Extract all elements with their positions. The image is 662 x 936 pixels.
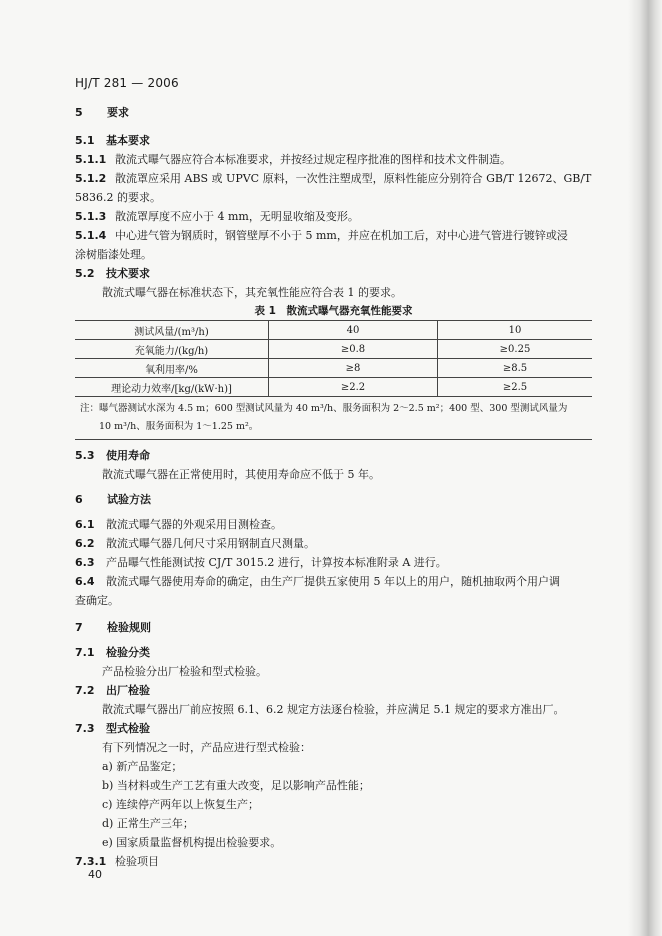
list-item: d) 正常生产三年； [102, 817, 194, 830]
table-cell: 10 [438, 321, 593, 340]
table-row [75, 340, 592, 359]
section-6-heading: 6 试验方法 [75, 493, 151, 506]
table-row [75, 359, 592, 378]
table-cell: 40 [269, 321, 438, 340]
document-body [75, 103, 592, 871]
clause-6-4: 6.4 散流式曝气器使用寿命的确定，由生产厂提供五家使用 5 年以上的用户，随机抽取两个用户调 [75, 575, 560, 588]
list-item: e) 国家质量监督机构提出检验要求。 [102, 836, 282, 849]
clause-6-3: 6.3 产品曝气性能测试按 CJ/T 3015.2 进行，计算按本标准附录 A 进行。 [75, 556, 447, 569]
table-cell: 测试风量/(m³/h) [75, 321, 269, 340]
table-cell: 理论动力效率/[kg/(kW·h)] [75, 378, 269, 397]
clause-5-2-body: 散流式曝气器在标准状态下，其充氧性能应符合表 1 的要求。 [102, 286, 402, 299]
section-7-3-1-heading: 7.3.1 检验项目 [75, 855, 159, 868]
section-7-3-heading: 7.3 型式检验 [75, 722, 150, 735]
table-cell: 氧利用率/% [75, 359, 269, 378]
clause-5-1-2: 5.1.2 散流罩应采用 ABS 或 UPVC 原料，一次性注塑成型，原料性能应分别符合 GB/T 12672、GB/T [75, 172, 592, 185]
table-note-line: 10 m³/h、服务面积为 1～1.25 m²。 [99, 421, 259, 432]
table-cell: 充氧能力/(kg/h) [75, 340, 269, 359]
page-binding-shadow [628, 0, 662, 936]
list-item: c) 连续停产两年以上恢复生产； [102, 798, 259, 811]
table-cell: ≥2.5 [438, 378, 593, 397]
page-number: 40 [88, 868, 102, 881]
clause-7-1-body: 产品检验分出厂检验和型式检验。 [102, 665, 267, 678]
section-5-3-heading: 5.3 使用寿命 [75, 449, 150, 462]
clause-5-1-4-cont: 涂树脂漆处理。 [75, 248, 152, 261]
clause-6-2: 6.2 散流式曝气器几何尺寸采用钢制直尺测量。 [75, 537, 315, 550]
section-5-2-heading: 5.2 技术要求 [75, 267, 150, 280]
clause-7-2-body: 散流式曝气器出厂前应按照 6.1、6.2 规定方法逐台检验，并应满足 5.1 规定的要求方准出厂。 [102, 703, 565, 716]
clause-5-1-3: 5.1.3 散流罩厚度不应小于 4 mm，无明显收缩及变形。 [75, 210, 359, 223]
table-cell: ≥2.2 [269, 378, 438, 397]
table-row [75, 321, 592, 340]
table-row [75, 378, 592, 397]
table-cell: ≥0.8 [269, 340, 438, 359]
clause-5-1-4: 5.1.4 中心进气管为钢质时，钢管壁厚不小于 5 mm，并应在机加工后，对中心进气管进行镀锌或浸 [75, 229, 568, 242]
section-7-heading: 7 检验规则 [75, 621, 151, 634]
clause-5-3-body: 散流式曝气器在正常使用时，其使用寿命应不低于 5 年。 [102, 468, 380, 481]
section-5-heading: 5 要求 [75, 106, 129, 119]
section-5-1-heading: 5.1 基本要求 [75, 134, 150, 147]
table-1-title: 表 1 散流式曝气器充氧性能要求 [254, 305, 413, 317]
standard-code-header: HJ/T 281 — 2006 [75, 76, 179, 90]
table-note-line: 注：曝气器测试水深为 4.5 m；600 型测试风量为 40 m³/h、服务面积为 2～2.5 m²；400 型、300 型测试风量为 [80, 403, 568, 414]
list-item: a) 新产品鉴定； [102, 760, 183, 773]
table-cell: ≥8 [269, 359, 438, 378]
clause-5-1-1: 5.1.1 散流式曝气器应符合本标准要求，并按经过规定程序批准的图样和技术文件制造。 [75, 153, 511, 166]
section-7-1-heading: 7.1 检验分类 [75, 646, 150, 659]
clause-7-3-body: 有下列情况之一时，产品应进行型式检验： [102, 741, 311, 754]
table-cell: ≥0.25 [438, 340, 593, 359]
oxygenation-performance-table [75, 320, 592, 440]
clause-6-4-cont: 查确定。 [75, 594, 119, 607]
table-cell: ≥8.5 [438, 359, 593, 378]
list-item: b) 当材料或生产工艺有重大改变，足以影响产品性能； [102, 779, 370, 792]
section-7-2-heading: 7.2 出厂检验 [75, 684, 150, 697]
clause-6-1: 6.1 散流式曝气器的外观采用目测检查。 [75, 518, 282, 531]
clause-5-1-2-cont: 5836.2 的要求。 [75, 191, 161, 204]
table-note [75, 397, 592, 440]
table-note-row [75, 397, 592, 440]
